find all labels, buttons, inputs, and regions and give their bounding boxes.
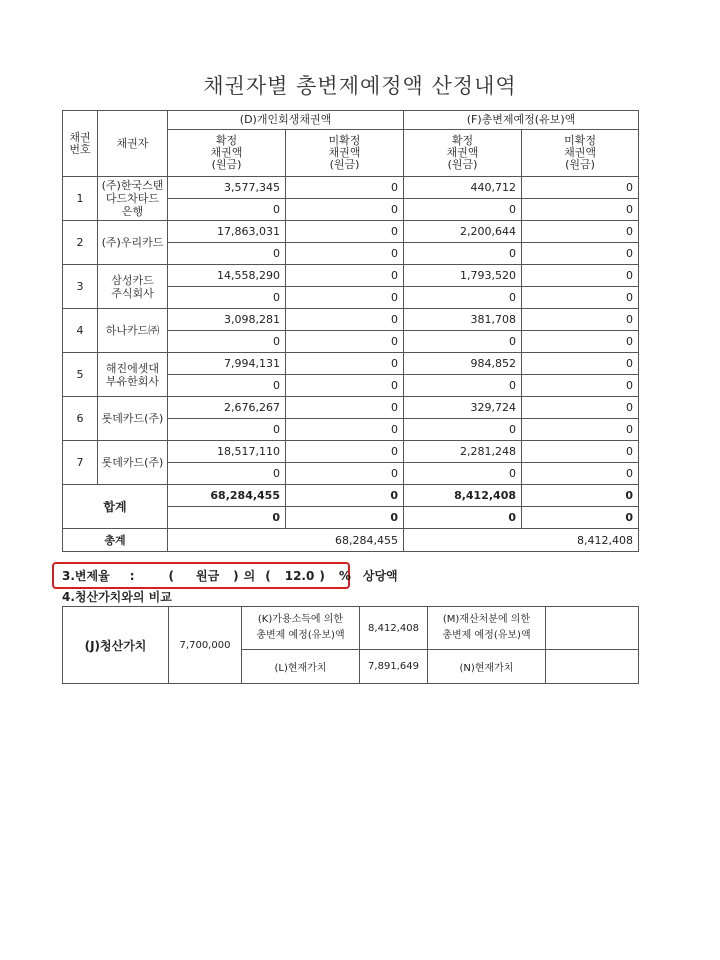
amount-cell: 0: [286, 309, 404, 331]
ratio-suffix: 상당액: [362, 569, 398, 583]
amount-cell: 2,281,248: [404, 441, 522, 463]
amount-cell: 0: [286, 199, 404, 221]
ratio-percent: %: [338, 569, 351, 583]
amount-cell: 0: [168, 199, 286, 221]
ratio-paren: (: [265, 569, 271, 583]
header-f-unconfirmed: 미확정 채권액 (원금): [522, 130, 639, 177]
amount-cell: 14,558,290: [168, 265, 286, 287]
header-no: 채권 번호: [63, 111, 98, 177]
subtotal-cell: 0: [286, 485, 404, 507]
amount-cell: 0: [522, 353, 639, 375]
amount-cell: 0: [522, 397, 639, 419]
amount-cell: 0: [404, 243, 522, 265]
amount-cell: 440,712: [404, 177, 522, 199]
amount-cell: 0: [522, 309, 639, 331]
creditor-number: 5: [63, 353, 98, 397]
grand-total-row: [63, 529, 639, 552]
amount-cell: 0: [286, 441, 404, 463]
amount-cell: 0: [286, 287, 404, 309]
creditor-row: [63, 177, 639, 199]
repayment-ratio-line: [62, 567, 398, 584]
creditor-name: 해진에셋대 부유한회사: [98, 353, 168, 397]
amount-cell: 0: [286, 463, 404, 485]
ratio-base: 원금: [195, 569, 220, 583]
subtotal-cell: 0: [168, 507, 286, 529]
header-creditor: 채권자: [98, 111, 168, 177]
amount-cell: 0: [168, 243, 286, 265]
amount-cell: 0: [286, 177, 404, 199]
amount-cell: 0: [522, 177, 639, 199]
header-f-confirmed: 확정 채권액 (원금): [404, 130, 522, 177]
creditor-row: [63, 397, 639, 419]
creditor-number: 2: [63, 221, 98, 265]
ratio-label: 3.변제율: [62, 569, 110, 583]
amount-cell: 0: [168, 331, 286, 353]
creditor-row: [63, 441, 639, 463]
creditor-name: 삼성카드 주식회사: [98, 265, 168, 309]
ratio-value: 12.0: [284, 569, 315, 583]
amount-cell: 0: [286, 265, 404, 287]
amount-cell: 0: [168, 419, 286, 441]
amount-cell: 7,994,131: [168, 353, 286, 375]
amount-cell: 0: [522, 199, 639, 221]
amount-cell: 1,793,520: [404, 265, 522, 287]
n-label: (N)현재가치: [428, 650, 546, 684]
creditor-name: (주)우리카드: [98, 221, 168, 265]
subtotal-cell: 0: [286, 507, 404, 529]
creditor-name: 하나카드㈜: [98, 309, 168, 353]
ratio-paren: (: [168, 569, 174, 583]
creditor-number: 1: [63, 177, 98, 221]
creditor-number: 7: [63, 441, 98, 485]
section4-title: 4.청산가치와의 비교: [62, 590, 172, 604]
subtotal-cell: 0: [404, 507, 522, 529]
subtotal-cell: 0: [522, 485, 639, 507]
m-value: [546, 607, 639, 650]
grand-total-d: 68,284,455: [168, 529, 404, 552]
n-value: [546, 650, 639, 684]
creditor-name: 롯데카드(주): [98, 441, 168, 485]
amount-cell: 984,852: [404, 353, 522, 375]
amount-cell: 0: [522, 375, 639, 397]
header-group-f: (F)총변제예정(유보)액: [404, 111, 639, 130]
amount-cell: 3,098,281: [168, 309, 286, 331]
l-value: 7,891,649: [360, 650, 428, 684]
amount-cell: 0: [522, 331, 639, 353]
amount-cell: 18,517,110: [168, 441, 286, 463]
amount-cell: 17,863,031: [168, 221, 286, 243]
l-label: (L)현재가치: [242, 650, 360, 684]
amount-cell: 2,676,267: [168, 397, 286, 419]
creditor-name: 롯데카드(주): [98, 397, 168, 441]
amount-cell: 0: [522, 463, 639, 485]
amount-cell: 0: [404, 463, 522, 485]
k-value: 8,412,408: [360, 607, 428, 650]
subtotal-label: 합계: [63, 485, 168, 529]
creditor-number: 4: [63, 309, 98, 353]
j-label: (J)청산가치: [63, 607, 169, 684]
header-d-confirmed: 확정 채권액 (원금): [168, 130, 286, 177]
grand-total-f: 8,412,408: [404, 529, 639, 552]
creditor-table: [62, 110, 639, 552]
amount-cell: 0: [522, 419, 639, 441]
k-label: (K)가용소득에 의한 총변제 예정(유보)액: [242, 607, 360, 650]
amount-cell: 0: [404, 331, 522, 353]
amount-cell: 2,200,644: [404, 221, 522, 243]
amount-cell: 0: [286, 375, 404, 397]
amount-cell: 0: [522, 287, 639, 309]
amount-cell: 3,577,345: [168, 177, 286, 199]
amount-cell: 0: [404, 287, 522, 309]
amount-cell: 0: [522, 441, 639, 463]
subtotal-cell: 68,284,455: [168, 485, 286, 507]
subtotal-row: [63, 485, 639, 507]
amount-cell: 0: [522, 221, 639, 243]
amount-cell: 0: [522, 265, 639, 287]
amount-cell: 0: [286, 243, 404, 265]
ratio-paren: ): [233, 569, 239, 583]
amount-cell: 0: [168, 463, 286, 485]
creditor-row: [63, 309, 639, 331]
amount-cell: 0: [168, 287, 286, 309]
ratio-colon: :: [129, 569, 135, 583]
subtotal-cell: 8,412,408: [404, 485, 522, 507]
creditor-number: 6: [63, 397, 98, 441]
grand-total-label: 총계: [63, 529, 168, 552]
amount-cell: 329,724: [404, 397, 522, 419]
liquidation-comparison-table: [62, 606, 639, 684]
creditor-row: [63, 265, 639, 287]
creditor-name: (주)한국스탠 다드차타드 은행: [98, 177, 168, 221]
amount-cell: 0: [404, 375, 522, 397]
amount-cell: 0: [286, 419, 404, 441]
document-title: 채권자별 총변제예정액 산정내역: [203, 74, 517, 98]
amount-cell: 0: [286, 397, 404, 419]
amount-cell: 0: [286, 353, 404, 375]
ratio-paren: ): [319, 569, 325, 583]
ratio-of: 의: [243, 569, 256, 583]
creditor-number: 3: [63, 265, 98, 309]
amount-cell: 0: [286, 331, 404, 353]
amount-cell: 0: [522, 243, 639, 265]
amount-cell: 0: [168, 375, 286, 397]
creditor-row: [63, 353, 639, 375]
header-group-d: (D)개인회생채권액: [168, 111, 404, 130]
header-d-unconfirmed: 미확정 채권액 (원금): [286, 130, 404, 177]
amount-cell: 381,708: [404, 309, 522, 331]
amount-cell: 0: [404, 419, 522, 441]
amount-cell: 0: [404, 199, 522, 221]
subtotal-cell: 0: [522, 507, 639, 529]
creditor-row: [63, 221, 639, 243]
m-label: (M)재산처분에 의한 총변제 예정(유보)액: [428, 607, 546, 650]
amount-cell: 0: [286, 221, 404, 243]
j-value: 7,700,000: [169, 607, 242, 684]
